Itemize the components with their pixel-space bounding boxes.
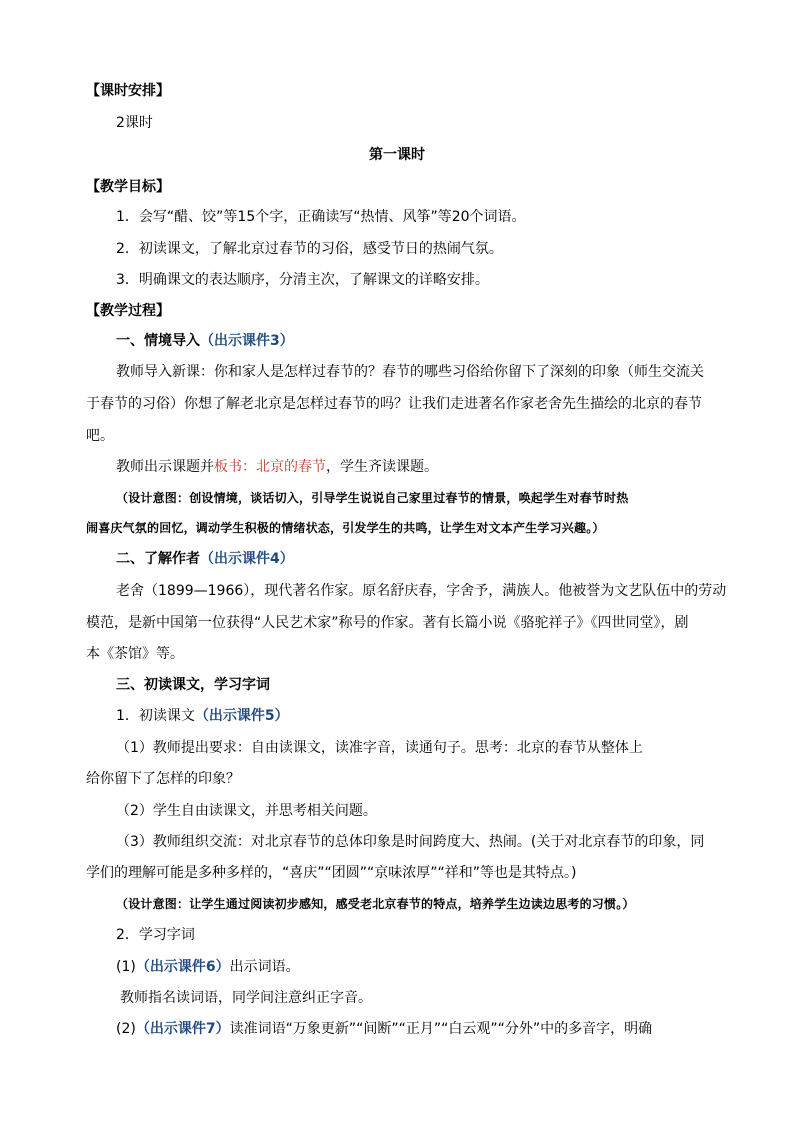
section-title: 一、情境导入 xyxy=(116,333,200,349)
objectives-heading: 【教学目标】 xyxy=(86,179,170,195)
board-note: 板书：北京的春节 xyxy=(214,459,326,475)
courseware-tag: （出示课件7） xyxy=(135,1021,230,1037)
objective-item: 2．初读课文，了解北京过春节的习俗，感受节日的热闹气氛。 xyxy=(116,241,503,257)
paragraph-line: 本《茶馆》等。 xyxy=(86,646,184,662)
paragraph-line: 吧。 xyxy=(86,428,114,444)
courseware-tag: （出示课件4） xyxy=(200,551,294,567)
text-span: (2) xyxy=(116,1021,136,1037)
paragraph-line: 给你留下了怎样的印象？ xyxy=(86,771,240,787)
design-intent-line: （设计意图：让学生通过阅读初步感知，感受老北京春节的特点，培养学生边读边思考的习惯。） xyxy=(116,897,635,911)
objective-item: 1．会写“醋、饺”等15个字，正确读写“热情、风筝”等20个词语。 xyxy=(116,209,526,225)
paragraph-line: （2）学生自由读课文，并思考相关问题。 xyxy=(116,803,377,819)
text-span: 读准词语“万象更新”“间断”“正月”“白云观”“分外”中的多音字，明确 xyxy=(229,1021,653,1037)
paragraph-line: 教师导入新课：你和家人是怎样过春节的？春节的哪些习俗给你留下了深刻的印象（师生交流关 xyxy=(116,364,704,380)
text-span: ，学生齐读课题。 xyxy=(326,459,438,475)
step-heading: 2．学习字词 xyxy=(116,927,195,943)
step-heading xyxy=(116,706,289,726)
lesson-title: 第一课时 xyxy=(369,147,425,163)
text-span: (1) xyxy=(116,959,136,975)
process-heading: 【教学过程】 xyxy=(86,303,170,319)
paragraph-line xyxy=(116,457,438,477)
courseware-tag: （出示课件5） xyxy=(194,708,289,724)
paragraph-line: 学们的理解可能是多种多样的，“喜庆”“团圆”“京味浓厚”“祥和”等也是其特点。) xyxy=(86,865,577,881)
section-title: 二、了解作者 xyxy=(116,551,200,567)
paragraph-line: （3）教师组织交流：对北京春节的总体印象是时间跨度大、热闹。(关于对北京春节的印象，同 xyxy=(116,834,705,850)
courseware-tag: （出示课件3） xyxy=(200,333,294,349)
paragraph-line: 老舍（1899—1966），现代著名作家。原名舒庆春，字舍予，满族人。他被誉为文艺队伍中的劳动 xyxy=(116,583,727,599)
paragraph-line: （1）教师提出要求：自由读课文，读准字音，读通句子。思考：北京的春节从整体上 xyxy=(116,740,643,756)
schedule-value: 2课时 xyxy=(116,115,153,131)
paragraph-line: 于春节的习俗）你想了解老北京是怎样过春节的吗？让我们走进著名作家老舍先生描绘的北京的春节 xyxy=(86,396,702,412)
text-span: 出示词语。 xyxy=(229,959,300,975)
design-intent-line: （设计意图：创设情境，谈话切入，引导学生说说自己家里过春节的情景，唤起学生对春节时热 xyxy=(116,491,629,505)
section-heading xyxy=(116,549,294,569)
schedule-heading: 【课时安排】 xyxy=(86,83,170,99)
paragraph-line xyxy=(116,1019,652,1039)
courseware-tag: （出示课件6） xyxy=(135,959,230,975)
section-title: 三、初读课文，学习字词 xyxy=(116,677,270,693)
objective-item: 3．明确课文的表达顺序，分清主次，了解课文的详略安排。 xyxy=(116,272,489,288)
paragraph-line xyxy=(116,957,300,977)
section-heading xyxy=(116,331,294,351)
design-intent-line: 闹喜庆气氛的回忆，调动学生积极的情绪状态，引发学生的共鸣，让学生对文本产生学习兴趣。） xyxy=(86,521,605,535)
text-span: 1．初读课文 xyxy=(116,708,195,724)
paragraph-line: 教师指名读词语，同学间注意纠正字音。 xyxy=(120,990,372,1006)
paragraph-line: 模范，是新中国第一位获得“人民艺术家”称号的作家。著有长篇小说《骆驼祥子》《四世同堂》，剧 xyxy=(86,615,689,631)
text-span: 教师出示课题并 xyxy=(116,459,214,475)
